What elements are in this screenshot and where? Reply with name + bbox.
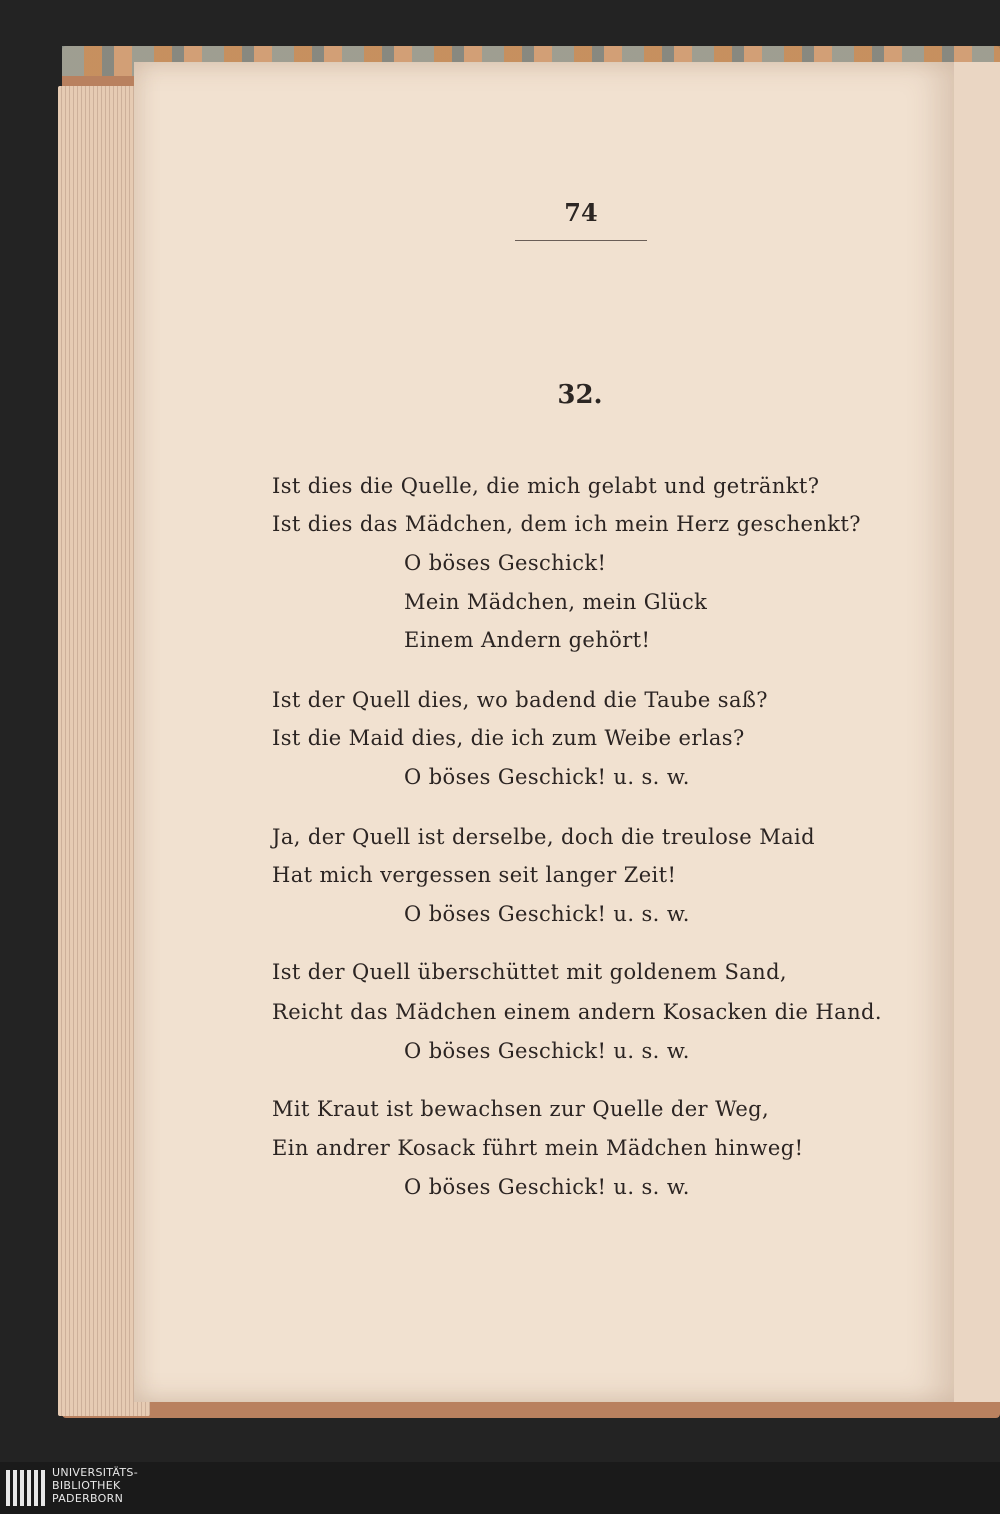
refrain-line: O böses Geschick! u. s. w.: [404, 1175, 690, 1199]
poem-line: Reicht das Mädchen einem andern Kosacken die Hand.: [272, 1000, 882, 1024]
refrain-line: Mein Mädchen, mein Glück: [404, 590, 708, 614]
poem-line: Ist dies die Quelle, die mich gelabt und getränkt?: [272, 474, 820, 498]
poem-line: Ist der Quell überschüttet mit goldenem Sand,: [272, 960, 787, 984]
poem-line: Ein andrer Kosack führt mein Mädchen hinweg!: [272, 1136, 804, 1160]
poem-line: Mit Kraut ist bewachsen zur Quelle der Weg,: [272, 1097, 770, 1121]
refrain-line: Einem Andern gehört!: [404, 628, 651, 652]
next-page-edge: [950, 62, 1000, 1402]
poem-line: Ist dies das Mädchen, dem ich mein Herz geschenkt?: [272, 512, 861, 536]
header-rule: [515, 240, 647, 241]
poem-number: 32.: [557, 380, 603, 410]
refrain-line: O böses Geschick! u. s. w.: [404, 1039, 690, 1063]
poem-line: Ist die Maid dies, die ich zum Weibe erlas?: [272, 726, 745, 750]
page-number: 74: [564, 198, 598, 227]
library-name-line: BIBLIOTHEK: [52, 1479, 121, 1492]
poem-line: Ist der Quell dies, wo badend die Taube saß?: [272, 688, 768, 712]
refrain-line: O böses Geschick! u. s. w.: [404, 765, 690, 789]
library-name: [52, 1466, 252, 1505]
refrain-line: O böses Geschick! u. s. w.: [404, 902, 690, 926]
library-barcode-logo-icon: [6, 1470, 46, 1506]
library-name-line: PADERBORN: [52, 1492, 124, 1505]
refrain-line: O böses Geschick!: [404, 551, 607, 575]
library-name-line: UNIVERSITÄTS-: [52, 1466, 138, 1479]
poem-line: Ja, der Quell ist derselbe, doch die treulose Maid: [272, 825, 815, 849]
poem-line: Hat mich vergessen seit langer Zeit!: [272, 863, 677, 887]
